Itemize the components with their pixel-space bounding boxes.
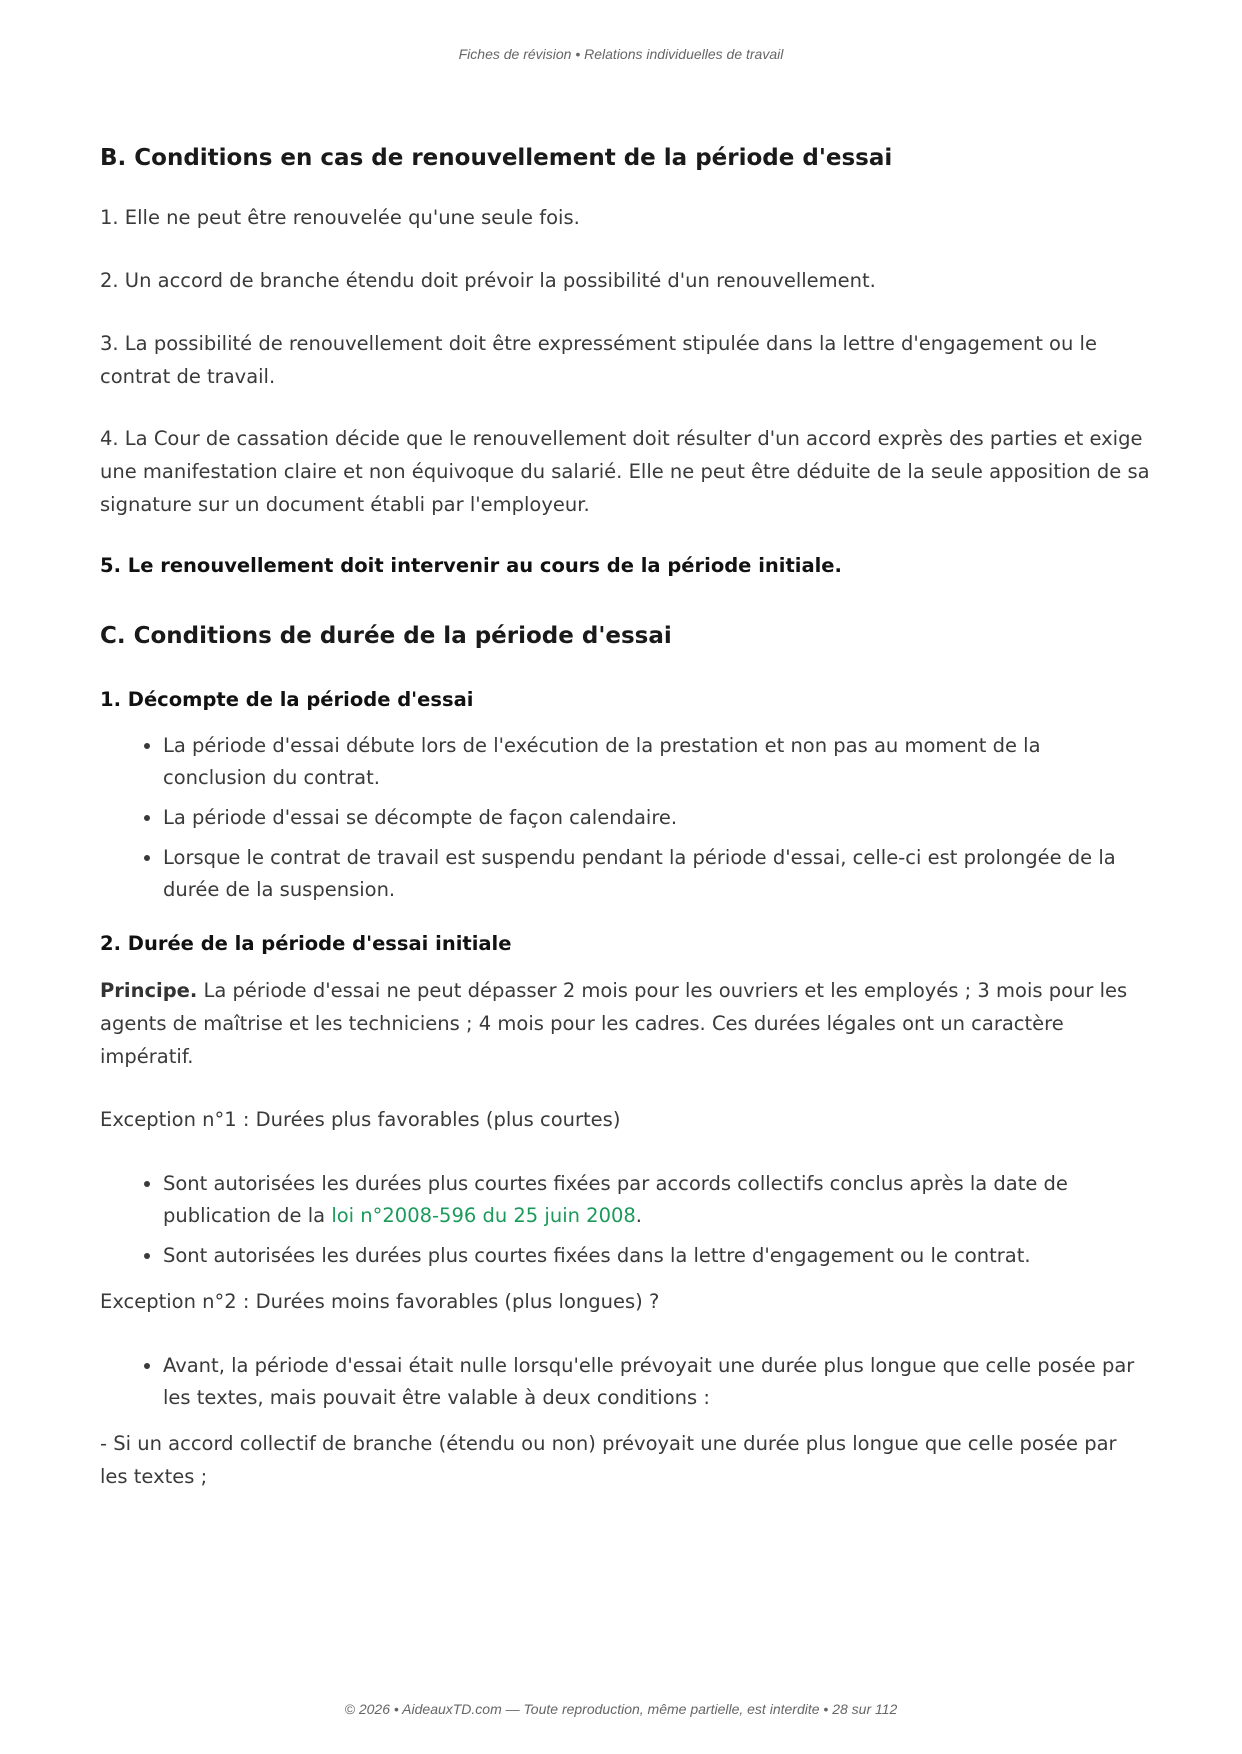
section-b-title: B. Conditions en cas de renouvellement de la période d'essai: [100, 145, 893, 171]
law-reference-link[interactable]: loi n°2008-596 du 25 juin 2008: [331, 1204, 636, 1227]
section-b-item-5: 5. Le renouvellement doit intervenir au cours de la période initiale.: [100, 554, 842, 577]
list-item: [163, 1168, 1150, 1232]
exception-1-list: [100, 1168, 1150, 1272]
list-item: • Sont autorisées les durées plus courtes fixées dans la lettre d'engagement ou le contrat.: [163, 1240, 1150, 1272]
exception-2-list: [100, 1350, 1150, 1414]
section-c-title: C. Conditions de durée de la période d'essai: [100, 623, 672, 649]
list-item-text: Sont autorisées les durées plus courtes fixées par accords collectifs conclus après la date de publication de la: [163, 1172, 1068, 1227]
dash-paragraph: - Si un accord collectif de branche (étendu ou non) prévoyait une durée plus longue que celle posée par les textes ;: [100, 1432, 1117, 1488]
principle-lead: Principe.: [100, 979, 198, 1002]
section-b-item-2: 2. Un accord de branche étendu doit prévoir la possibilité d'un renouvellement.: [100, 269, 876, 292]
exception-2-heading: Exception n°2 : Durées moins favorables (plus longues) ?: [100, 1290, 660, 1313]
page-content: [100, 143, 1150, 1493]
subsection-c1-list: [100, 730, 1150, 906]
principle-paragraph: [100, 974, 1150, 1073]
list-item-text: .: [635, 1204, 642, 1227]
subsection-c2-title: 2. Durée de la période d'essai initiale: [100, 932, 512, 955]
list-item: • La période d'essai débute lors de l'exécution de la prestation et non pas au moment de la conclusion du contrat.: [163, 730, 1150, 794]
section-b-item-1: 1. Elle ne peut être renouvelée qu'une seule fois.: [100, 206, 580, 229]
list-item: • La période d'essai se décompte de façon calendaire.: [163, 802, 1150, 834]
running-header: Fiches de révision • Relations individuelles de travail: [458, 46, 784, 62]
section-b-item-3: 3. La possibilité de renouvellement doit être expressément stipulée dans la lettre d'engagement ou le contrat de travail.: [100, 332, 1097, 388]
running-footer: © 2026 • AideauxTD.com — Toute reproduction, même partielle, est interdite • 28 sur 112: [344, 1701, 898, 1717]
exception-1-heading: Exception n°1 : Durées plus favorables (plus courtes): [100, 1108, 621, 1131]
list-item: • Lorsque le contrat de travail est suspendu pendant la période d'essai, celle-ci est prolongée de la durée de la suspension.: [163, 842, 1150, 906]
principle-text: La période d'essai ne peut dépasser 2 mois pour les ouvriers et les employés ; 3 mois pour les agents de maîtrise et les techniciens ; 4 mois pour les cadres. Ces durées légales ont un caractère impératif.: [100, 979, 1128, 1068]
subsection-c1-title: 1. Décompte de la période d'essai: [100, 688, 474, 711]
section-b-item-4: 4. La Cour de cassation décide que le renouvellement doit résulter d'un accord exprès des parties et exige une manifestation claire et non équivoque du salarié. Elle ne peut être déduite de la seule apposition de sa signature sur un document établi par l'employeur.: [100, 427, 1150, 516]
list-item: • Avant, la période d'essai était nulle lorsqu'elle prévoyait une durée plus longue que celle posée par les textes, mais pouvait être valable à deux conditions :: [163, 1350, 1150, 1414]
